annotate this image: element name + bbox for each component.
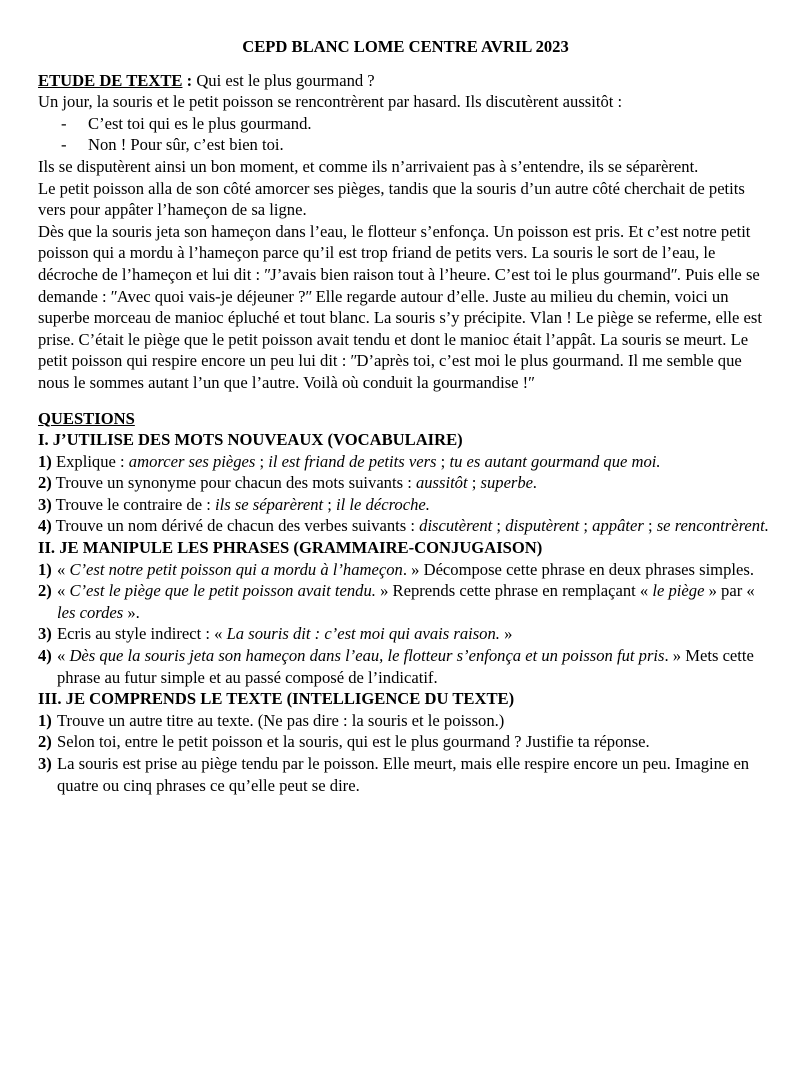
dialogue-line [38,134,773,156]
question-text: . [425,494,430,514]
section-2-title: II. JE MANIPULE LES PHRASES (GRAMMAIRE-CONJUGAISON) [38,538,543,558]
question-number: 2) [38,473,52,493]
question-italic: aussitôt [415,473,468,493]
question-text: . [533,473,538,493]
section-1-title: I. J’UTILISE DES MOTS NOUVEAUX (VOCABULAIRE) [38,430,463,450]
question-italic: il est friand de petits vers [268,451,437,471]
question-text: ». [123,602,140,622]
text-heading-line [38,70,773,92]
question-text: La souris est prise au piège tendu par le poisson. Elle meurt, mais elle respire encore un peu. Imagine en quatre ou cinq phrases ce qu’elle peut se dire. [57,754,750,795]
question-text: . [764,516,769,536]
question-number: 2) [38,732,52,752]
dash-marker: - [61,135,67,155]
question-italic: se rencontrèrent [656,516,765,536]
question-number: 2) [38,581,52,601]
question-3-1 [38,710,773,732]
text-subject: Qui est le plus gourmand ? [192,70,375,90]
question-1-4 [38,515,773,537]
question-text: Explique : [51,451,129,471]
question-text: « [57,581,70,601]
question-2-1 [38,559,773,581]
question-text: ; [467,473,481,493]
question-italic: amorcer ses pièges [128,451,256,471]
question-text: Trouve le contraire de : [51,494,215,514]
question-italic: discutèrent [419,516,493,536]
question-italic: disputèrent [505,516,580,536]
question-text: . [656,451,661,471]
question-2-3 [38,623,773,645]
question-italic: Dès que la souris jeta son hameçon dans l’eau, le flotteur s’enfonça et un poisson fut pris [69,646,665,666]
question-number: 3) [38,494,52,514]
question-text: » [499,624,513,644]
question-1-3 [38,494,773,516]
question-text: Trouve un synonyme pour chacun des mots suivants : [51,473,416,493]
text-label-colon: : [182,70,193,90]
question-text: ; [436,451,450,471]
questions-section [38,408,773,797]
text-section [38,70,773,394]
question-italic: La souris dit : c’est moi qui avais raison. [226,624,500,644]
question-text: ; [643,516,657,536]
question-text: Trouve un nom dérivé de chacun des verbes suivants : [51,516,420,536]
question-number: 3) [38,754,52,773]
question-text: « [57,646,70,666]
question-1-1 [38,451,773,473]
dash-marker: - [61,113,67,133]
dialogue-text: Non ! Pour sûr, c’est bien toi. [88,135,284,155]
dialogue-line [38,113,773,135]
text-paragraph-2: Ils se disputèrent ainsi un bon moment, et comme ils n’arrivaient pas à s’entendre, ils se séparèrent. [38,156,699,176]
text-paragraph-1: Un jour, la souris et le petit poisson se rencontrèrent par hasard. Ils discutèrent aussitôt : [38,92,623,112]
text-paragraph-4: Dès que la souris jeta son hameçon dans l’eau, le flotteur s’enfonça. Un poisson est pris. Et c’est notre petit poisson qui a mordu à l’hameçon parce qu’il est trop friand de petits vers. La souris le sort de l’eau, le décroche de l’hameçon et lui dit : ʺJ’avais bien raison tout à l’heure. C’est toi le plus gourmandʺ. Puis elle se demande : ʺAvec quoi vais-je déjeuner ?ʺ Elle regarde autour d’elle. Juste au milieu du chemin, voici un superbe morceau de manioc épluché et tout blanc. La souris s’y précipite. Vlan ! Le piège se referme, elle est prise. C’était le piège que le petit poisson avait tendu et dont le manioc était l’appât. La souris se meurt. Le petit poisson qui respire encore un peu lui dit : ʺD’après toi, c’est moi le plus gourmand. Il me semble que nous le sommes autant l’un que l’autre. Voilà où conduit la gourmandise !ʺ [38,221,762,392]
questions-heading: QUESTIONS [38,408,135,428]
question-italic: appâter [592,516,644,536]
dialogue-text: C’est toi qui es le plus gourmand. [88,113,312,133]
exam-page [38,36,773,796]
dialogue-list [38,113,773,156]
question-text: ; [323,494,337,514]
question-number: 1) [38,710,52,730]
question-italic: superbe [480,473,534,493]
question-text: ; [579,516,593,536]
text-paragraph-3: Le petit poisson alla de son côté amorcer ses pièges, tandis que la souris d’un autre côté cherchait de petits vers pour appâter l’hameçon de sa ligne. [38,178,745,220]
question-italic: les cordes [57,602,124,622]
question-italic: il le décroche [336,494,426,514]
section-3-title: III. JE COMPRENDS LE TEXTE (INTELLIGENCE DU TEXTE) [38,689,515,709]
question-text: » par « [704,581,755,601]
question-text: ; [492,516,506,536]
text-section-label: ETUDE DE TEXTE [38,70,183,90]
question-1-2 [38,472,773,494]
question-italic: C’est notre petit poisson qui a mordu à l’hameçon [69,559,403,579]
question-italic: ils se séparèrent [214,494,324,514]
question-italic: tu es autant gourmand que moi [449,451,657,471]
question-2-4 [38,645,773,688]
question-text: Selon toi, entre le petit poisson et la souris, qui est le plus gourmand ? Justifie ta réponse. [57,732,650,752]
question-number: 4) [38,516,52,536]
question-italic: le piège [652,581,705,601]
question-text: ; [255,451,269,471]
question-text: Trouve un autre titre au texte. (Ne pas dire : la souris et le poisson.) [57,710,505,730]
question-text: » Reprends cette phrase en remplaçant « [375,581,653,601]
question-3-3 [38,753,773,796]
question-number: 1) [38,451,52,471]
question-text: Ecris au style indirect : « [57,624,227,644]
exam-title: CEPD BLANC LOME CENTRE AVRIL 2023 [242,37,569,56]
question-3-2 [38,731,773,753]
question-number: 4) [38,646,52,666]
question-text: « [57,559,70,579]
question-italic: C’est le piège que le petit poisson avait tendu. [69,581,376,601]
question-text: . » Mets cette phrase au futur simple et au passé composé de l’indicatif. [57,646,754,687]
question-number: 3) [38,624,52,644]
question-2-2 [38,580,773,623]
question-text: . » Décompose cette phrase en deux phrases simples. [402,559,754,579]
question-number: 1) [38,559,52,579]
